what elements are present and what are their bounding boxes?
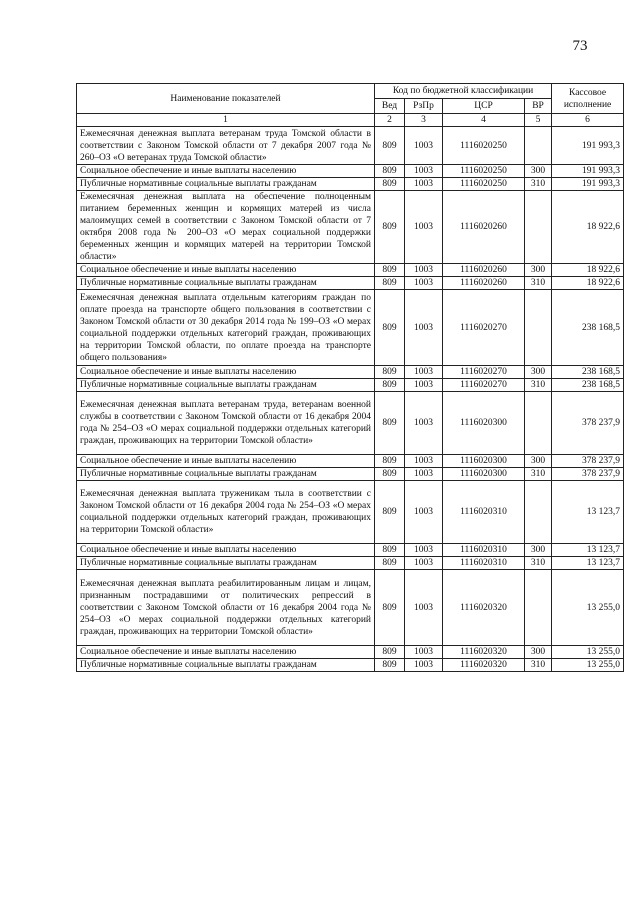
cell-amount: 238 168,5	[552, 290, 624, 366]
cell-amount: 238 168,5	[552, 379, 624, 392]
cell-ved: 809	[375, 544, 405, 557]
cell-rzpr: 1003	[405, 379, 443, 392]
header-code-group: Код по бюджетной классификации	[375, 84, 552, 99]
cell-vr: 300	[525, 646, 552, 659]
cell-rzpr: 1003	[405, 290, 443, 366]
cell-rzpr: 1003	[405, 277, 443, 290]
table-row-description	[77, 392, 624, 455]
table-row	[77, 264, 624, 277]
column-index: 4	[443, 114, 525, 127]
cell-amount: 13 255,0	[552, 570, 624, 646]
cell-amount: 378 237,9	[552, 468, 624, 481]
cell-ved: 809	[375, 178, 405, 191]
cell-vr	[525, 481, 552, 544]
table-row	[77, 468, 624, 481]
cell-csr: 1116020320	[443, 570, 525, 646]
cell-name: Публичные нормативные социальные выплаты гражданам	[77, 659, 375, 672]
cell-vr: 300	[525, 544, 552, 557]
cell-name: Социальное обеспечение и иные выплаты населению	[77, 366, 375, 379]
table-body	[77, 127, 624, 672]
cell-amount: 378 237,9	[552, 392, 624, 455]
cell-amount: 13 255,0	[552, 646, 624, 659]
cell-amount: 18 922,6	[552, 277, 624, 290]
table-row-description	[77, 481, 624, 544]
cell-csr: 1116020310	[443, 557, 525, 570]
cell-vr: 310	[525, 659, 552, 672]
cell-name: Ежемесячная денежная выплата ветеранам труда Томской области в соответствии с Законом Томской области от 7 декабря 2007 года № 260–ОЗ «О ветеранах труда Томской области»	[77, 127, 375, 165]
cell-ved: 809	[375, 379, 405, 392]
cell-name: Публичные нормативные социальные выплаты гражданам	[77, 557, 375, 570]
cell-name: Ежемесячная денежная выплата труженикам тыла в соответствии с Законом Томской области от 16 декабря 2004 года № 254–ОЗ «О мерах социальной поддержки отдельных категорий граждан, проживающих на территории Томской области»	[77, 481, 375, 544]
header-ved: Вед	[375, 99, 405, 114]
cell-vr: 300	[525, 366, 552, 379]
cell-csr: 1116020310	[443, 481, 525, 544]
cell-amount: 191 993,3	[552, 165, 624, 178]
header-vr: ВР	[525, 99, 552, 114]
cell-rzpr: 1003	[405, 544, 443, 557]
table-row	[77, 544, 624, 557]
cell-ved: 809	[375, 277, 405, 290]
cell-amount: 191 993,3	[552, 127, 624, 165]
cell-vr: 310	[525, 277, 552, 290]
cell-csr: 1116020310	[443, 544, 525, 557]
cell-name: Ежемесячная денежная выплата на обеспечение полноценным питанием беременных женщин и кормящих матерей из числа малоимущих семей в соответствии с Законом Томской области от 7 октября 2008 года № 200–ОЗ «О мерах социальной поддержки беременных женщин и кормящих матерей на территории Томской области»	[77, 191, 375, 264]
cell-rzpr: 1003	[405, 191, 443, 264]
cell-name: Публичные нормативные социальные выплаты гражданам	[77, 178, 375, 191]
column-index-row	[77, 114, 624, 127]
cell-csr: 1116020270	[443, 366, 525, 379]
cell-csr: 1116020270	[443, 379, 525, 392]
cell-ved: 809	[375, 468, 405, 481]
table-row	[77, 379, 624, 392]
cell-amount: 13 123,7	[552, 544, 624, 557]
cell-vr: 310	[525, 557, 552, 570]
header-row	[77, 84, 624, 99]
cell-name: Публичные нормативные социальные выплаты гражданам	[77, 468, 375, 481]
cell-vr: 300	[525, 455, 552, 468]
cell-rzpr: 1003	[405, 165, 443, 178]
cell-name: Ежемесячная денежная выплата реабилитированным лицам и лицам, признанным пострадавшими от политических репрессий в соответствии с Законом Томской области от 16 декабря 2004 года № 254–ОЗ «О мерах социальной поддержки отдельных категорий граждан, проживающих на территории Томской области»	[77, 570, 375, 646]
cell-vr	[525, 290, 552, 366]
table-row-description	[77, 570, 624, 646]
cell-rzpr: 1003	[405, 659, 443, 672]
cell-amount: 18 922,6	[552, 191, 624, 264]
column-index: 5	[525, 114, 552, 127]
cell-ved: 809	[375, 191, 405, 264]
cell-csr: 1116020320	[443, 646, 525, 659]
cell-name: Социальное обеспечение и иные выплаты населению	[77, 646, 375, 659]
cell-name: Ежемесячная денежная выплата отдельным категориям граждан по оплате проезда на транспорте общего пользования в соответствии с Законом Томской области от 30 декабря 2014 года № 199–ОЗ «О мерах социальной поддержки отдельных категорий граждан, проживающих на территории Томской области, по оплате проезда на транспорте общего пользования»	[77, 290, 375, 366]
cell-rzpr: 1003	[405, 646, 443, 659]
cell-name: Публичные нормативные социальные выплаты гражданам	[77, 379, 375, 392]
page-number: 73	[572, 38, 588, 54]
cell-name: Социальное обеспечение и иные выплаты населению	[77, 544, 375, 557]
cell-amount: 191 993,3	[552, 178, 624, 191]
cell-ved: 809	[375, 455, 405, 468]
cell-ved: 809	[375, 557, 405, 570]
cell-amount: 378 237,9	[552, 455, 624, 468]
cell-amount: 13 123,7	[552, 557, 624, 570]
cell-rzpr: 1003	[405, 468, 443, 481]
cell-name: Публичные нормативные социальные выплаты гражданам	[77, 277, 375, 290]
header-csr: ЦСР	[443, 99, 525, 114]
cell-vr	[525, 127, 552, 165]
cell-vr: 300	[525, 264, 552, 277]
column-index: 2	[375, 114, 405, 127]
cell-rzpr: 1003	[405, 557, 443, 570]
cell-name: Ежемесячная денежная выплата ветеранам труда, ветеранам военной службы в соответствии с Законом Томской области от 16 декабря 2004 года № 254–ОЗ «О мерах социальной поддержки отдельных категорий граждан, проживающих на территории Томской области»	[77, 392, 375, 455]
table-row	[77, 659, 624, 672]
budget-table	[76, 83, 624, 672]
cell-ved: 809	[375, 165, 405, 178]
cell-ved: 809	[375, 646, 405, 659]
table-row	[77, 455, 624, 468]
cell-amount: 13 123,7	[552, 481, 624, 544]
cell-vr: 310	[525, 468, 552, 481]
cell-amount: 238 168,5	[552, 366, 624, 379]
cell-csr: 1116020260	[443, 264, 525, 277]
cell-name: Социальное обеспечение и иные выплаты населению	[77, 165, 375, 178]
cell-ved: 809	[375, 659, 405, 672]
cell-vr	[525, 570, 552, 646]
cell-rzpr: 1003	[405, 366, 443, 379]
table-row	[77, 646, 624, 659]
cell-rzpr: 1003	[405, 481, 443, 544]
column-index: 3	[405, 114, 443, 127]
table-row-description	[77, 290, 624, 366]
cell-vr: 310	[525, 379, 552, 392]
table-row-description	[77, 191, 624, 264]
column-index: 6	[552, 114, 624, 127]
table-row-description	[77, 127, 624, 165]
column-index: 1	[77, 114, 375, 127]
cell-amount: 18 922,6	[552, 264, 624, 277]
table-row	[77, 277, 624, 290]
cell-name: Социальное обеспечение и иные выплаты населению	[77, 264, 375, 277]
table-row	[77, 178, 624, 191]
cell-vr	[525, 191, 552, 264]
header-indicator-name: Наименование показателей	[77, 84, 375, 114]
cell-csr: 1116020250	[443, 165, 525, 178]
header-rzpr: РзПр	[405, 99, 443, 114]
cell-rzpr: 1003	[405, 264, 443, 277]
cell-amount: 13 255,0	[552, 659, 624, 672]
table-row	[77, 557, 624, 570]
cell-rzpr: 1003	[405, 178, 443, 191]
cell-name: Социальное обеспечение и иные выплаты населению	[77, 455, 375, 468]
cell-ved: 809	[375, 290, 405, 366]
cell-ved: 809	[375, 366, 405, 379]
cell-csr: 1116020270	[443, 290, 525, 366]
cell-rzpr: 1003	[405, 455, 443, 468]
cell-ved: 809	[375, 264, 405, 277]
cell-rzpr: 1003	[405, 127, 443, 165]
cell-vr: 310	[525, 178, 552, 191]
cell-rzpr: 1003	[405, 570, 443, 646]
cell-csr: 1116020250	[443, 127, 525, 165]
table-row	[77, 165, 624, 178]
cell-csr: 1116020260	[443, 191, 525, 264]
cell-csr: 1116020260	[443, 277, 525, 290]
cell-ved: 809	[375, 481, 405, 544]
cell-rzpr: 1003	[405, 392, 443, 455]
cell-ved: 809	[375, 570, 405, 646]
cell-csr: 1116020300	[443, 392, 525, 455]
cell-vr: 300	[525, 165, 552, 178]
cell-ved: 809	[375, 127, 405, 165]
cell-ved: 809	[375, 392, 405, 455]
header-cash-execution: Кассовое исполнение	[552, 84, 624, 114]
cell-csr: 1116020320	[443, 659, 525, 672]
cell-csr: 1116020300	[443, 455, 525, 468]
cell-csr: 1116020300	[443, 468, 525, 481]
table-row	[77, 366, 624, 379]
cell-vr	[525, 392, 552, 455]
cell-csr: 1116020250	[443, 178, 525, 191]
